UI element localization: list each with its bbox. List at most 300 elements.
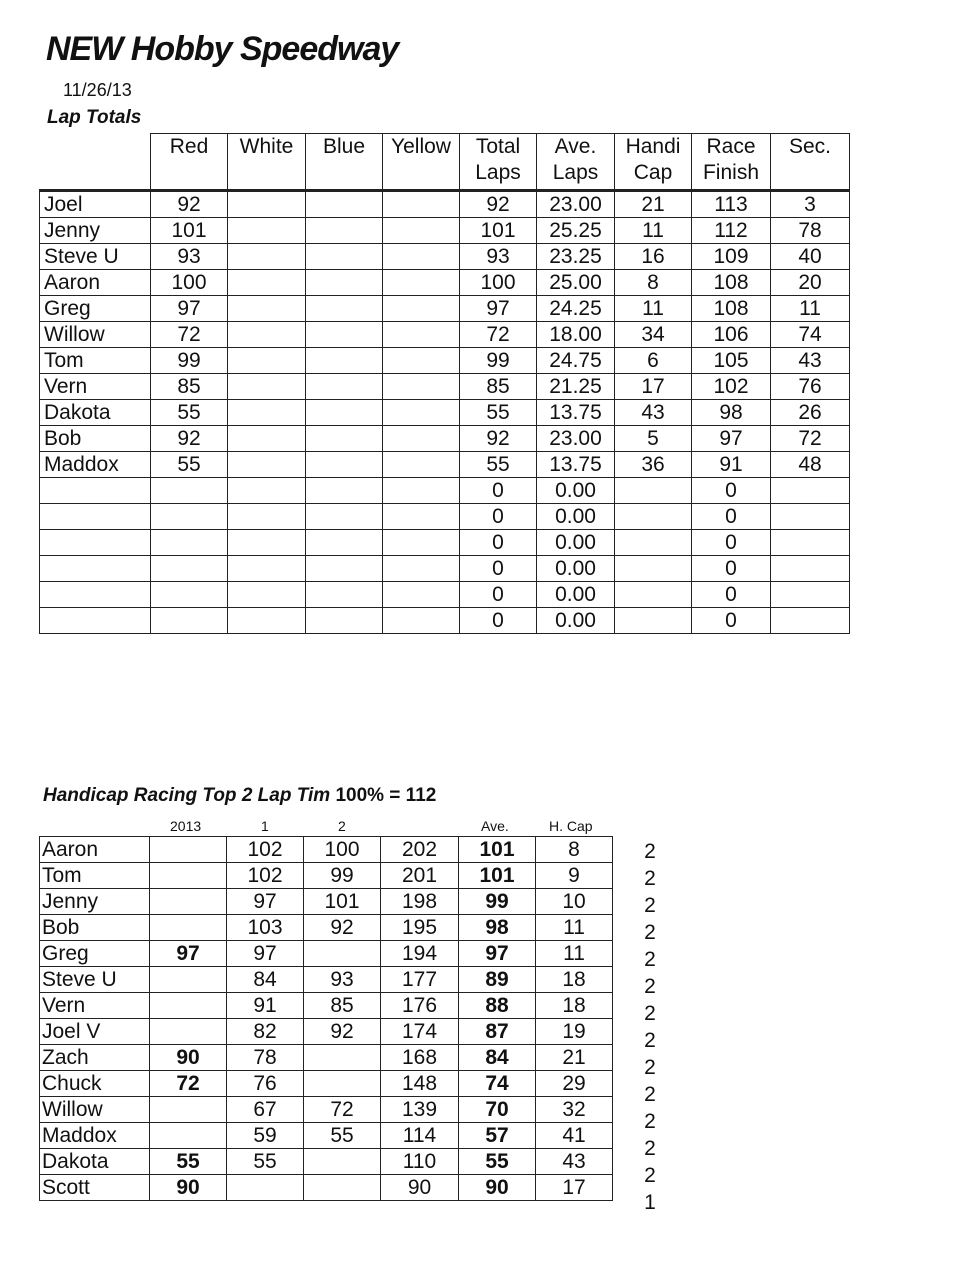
handicap-value-cell: 17: [536, 1175, 613, 1201]
lap-value-cell: 102: [692, 374, 771, 400]
handicap-driver-cell: Aaron: [40, 837, 150, 863]
lap-value-cell: 98: [692, 400, 771, 426]
lap-value-cell: 20: [771, 270, 850, 296]
lap-table-row: [40, 556, 850, 582]
lap-value-cell: 25.00: [537, 270, 615, 296]
handicap-value-cell: 102: [227, 837, 304, 863]
lap-header-red: Red: [151, 134, 228, 191]
lap-value-cell: 13.75: [537, 400, 615, 426]
lap-table-header-row: [40, 134, 850, 191]
lap-value-cell: 3: [771, 191, 850, 218]
lap-table-row: [40, 348, 850, 374]
lap-value-cell: [771, 608, 850, 634]
handicap-value-cell: 67: [227, 1097, 304, 1123]
handicap-count-value: 2: [644, 1083, 656, 1106]
driver-name-cell: Jenny: [40, 218, 151, 244]
page-title: NEW Hobby Speedway: [46, 30, 399, 68]
handicap-value-cell: 98: [459, 915, 536, 941]
handicap-table-row: [40, 1019, 613, 1045]
handicap-value-cell: 90: [459, 1175, 536, 1201]
lap-value-cell: [383, 270, 460, 296]
lap-value-cell: 101: [151, 218, 228, 244]
lap-value-cell: 112: [692, 218, 771, 244]
lap-table-row: [40, 530, 850, 556]
driver-name-cell: Maddox: [40, 452, 151, 478]
driver-name-cell: Aaron: [40, 270, 151, 296]
handicap-value-cell: 18: [536, 967, 613, 993]
lap-table-row: [40, 191, 850, 218]
handicap-percent-label: 100% = 112: [335, 785, 437, 806]
lap-value-cell: [615, 504, 692, 530]
handicap-value-cell: [150, 993, 227, 1019]
lap-value-cell: 23.25: [537, 244, 615, 270]
lap-value-cell: 40: [771, 244, 850, 270]
handicap-value-cell: 19: [536, 1019, 613, 1045]
lap-value-cell: [383, 218, 460, 244]
handicap-value-cell: 72: [304, 1097, 381, 1123]
driver-name-cell: [40, 582, 151, 608]
handicap-driver-cell: Willow: [40, 1097, 150, 1123]
handicap-value-cell: 9: [536, 863, 613, 889]
lap-value-cell: 34: [615, 322, 692, 348]
lap-value-cell: [306, 322, 383, 348]
handicap-driver-cell: Chuck: [40, 1071, 150, 1097]
lap-value-cell: 26: [771, 400, 850, 426]
lap-value-cell: 11: [771, 296, 850, 322]
lap-value-cell: 97: [151, 296, 228, 322]
handicap-driver-cell: Zach: [40, 1045, 150, 1071]
lap-value-cell: 101: [460, 218, 537, 244]
lap-value-cell: 100: [151, 270, 228, 296]
handicap-value-cell: [150, 889, 227, 915]
handicap-table-row: [40, 1123, 613, 1149]
lap-value-cell: 16: [615, 244, 692, 270]
lap-value-cell: 76: [771, 374, 850, 400]
lap-value-cell: [615, 530, 692, 556]
handicap-value-cell: 55: [150, 1149, 227, 1175]
handicap-table-row: [40, 1097, 613, 1123]
lap-table-row: [40, 218, 850, 244]
lap-value-cell: [771, 504, 850, 530]
handicap-count-value: 2: [644, 921, 656, 944]
handicap-driver-cell: Greg: [40, 941, 150, 967]
lap-value-cell: [228, 191, 306, 218]
handicap-driver-cell: Dakota: [40, 1149, 150, 1175]
handicap-driver-cell: Bob: [40, 915, 150, 941]
handicap-value-cell: 100: [304, 837, 381, 863]
lap-value-cell: [383, 608, 460, 634]
lap-value-cell: [151, 608, 228, 634]
lap-value-cell: [228, 608, 306, 634]
lap-table-row: [40, 322, 850, 348]
handicap-value-cell: 99: [459, 889, 536, 915]
handicap-value-cell: 90: [381, 1175, 459, 1201]
lap-value-cell: 0: [692, 582, 771, 608]
hc-header-2013: 2013: [170, 818, 202, 834]
lap-value-cell: [228, 400, 306, 426]
handicap-value-cell: 202: [381, 837, 459, 863]
lap-value-cell: [151, 530, 228, 556]
handicap-table-row: [40, 1149, 613, 1175]
lap-value-cell: 55: [460, 400, 537, 426]
lap-value-cell: 21.25: [537, 374, 615, 400]
lap-value-cell: 0: [460, 504, 537, 530]
handicap-value-cell: 103: [227, 915, 304, 941]
handicap-value-cell: 114: [381, 1123, 459, 1149]
lap-value-cell: 85: [460, 374, 537, 400]
handicap-value-cell: 198: [381, 889, 459, 915]
lap-value-cell: [228, 296, 306, 322]
handicap-value-cell: 91: [227, 993, 304, 1019]
lap-value-cell: 24.75: [537, 348, 615, 374]
lap-header-blank: [40, 134, 151, 191]
lap-value-cell: 0: [460, 530, 537, 556]
lap-value-cell: [151, 478, 228, 504]
handicap-value-cell: 11: [536, 915, 613, 941]
lap-value-cell: 74: [771, 322, 850, 348]
handicap-count-value: 2: [644, 1137, 656, 1160]
lap-value-cell: [228, 530, 306, 556]
lap-value-cell: [383, 296, 460, 322]
handicap-driver-cell: Scott: [40, 1175, 150, 1201]
driver-name-cell: Bob: [40, 426, 151, 452]
driver-name-cell: Vern: [40, 374, 151, 400]
lap-value-cell: [228, 244, 306, 270]
handicap-value-cell: 82: [227, 1019, 304, 1045]
handicap-table-row: [40, 993, 613, 1019]
lap-table-row: [40, 296, 850, 322]
handicap-value-cell: 90: [150, 1045, 227, 1071]
lap-table-row: [40, 582, 850, 608]
handicap-value-cell: 41: [536, 1123, 613, 1149]
lap-value-cell: [771, 582, 850, 608]
lap-value-cell: 8: [615, 270, 692, 296]
lap-value-cell: 55: [151, 452, 228, 478]
lap-value-cell: [306, 296, 383, 322]
lap-value-cell: [615, 556, 692, 582]
driver-name-cell: Steve U: [40, 244, 151, 270]
lap-value-cell: 11: [615, 218, 692, 244]
handicap-value-cell: 8: [536, 837, 613, 863]
lap-value-cell: [771, 478, 850, 504]
handicap-value-cell: 101: [459, 837, 536, 863]
lap-value-cell: [228, 452, 306, 478]
lap-value-cell: 93: [460, 244, 537, 270]
lap-value-cell: [771, 530, 850, 556]
handicap-value-cell: 87: [459, 1019, 536, 1045]
handicap-value-cell: 97: [459, 941, 536, 967]
hc-header-ave: Ave.: [481, 818, 509, 834]
lap-header-yellow: Yellow: [383, 134, 460, 191]
lap-value-cell: 0: [460, 478, 537, 504]
lap-value-cell: [306, 270, 383, 296]
handicap-value-cell: 76: [227, 1071, 304, 1097]
lap-value-cell: [306, 374, 383, 400]
handicap-value-cell: 32: [536, 1097, 613, 1123]
handicap-table-row: [40, 863, 613, 889]
lap-value-cell: 23.00: [537, 191, 615, 218]
lap-value-cell: [383, 556, 460, 582]
handicap-table-row: [40, 915, 613, 941]
handicap-driver-cell: Maddox: [40, 1123, 150, 1149]
lap-value-cell: 6: [615, 348, 692, 374]
lap-value-cell: 72: [151, 322, 228, 348]
lap-value-cell: 13.75: [537, 452, 615, 478]
lap-value-cell: 97: [692, 426, 771, 452]
handicap-value-cell: [304, 941, 381, 967]
lap-table-row: [40, 270, 850, 296]
lap-value-cell: 0: [692, 608, 771, 634]
lap-table-row: [40, 478, 850, 504]
handicap-count-value: 2: [644, 1056, 656, 1079]
lap-value-cell: 105: [692, 348, 771, 374]
lap-value-cell: 0.00: [537, 556, 615, 582]
lap-value-cell: [306, 556, 383, 582]
lap-value-cell: [383, 452, 460, 478]
lap-value-cell: 97: [460, 296, 537, 322]
handicap-count-value: 1: [644, 1191, 656, 1214]
handicap-value-cell: 43: [536, 1149, 613, 1175]
lap-value-cell: [306, 608, 383, 634]
lap-value-cell: 106: [692, 322, 771, 348]
lap-value-cell: 25.25: [537, 218, 615, 244]
driver-name-cell: [40, 504, 151, 530]
lap-header-race-finish: Race Finish: [692, 134, 771, 191]
lap-value-cell: 24.25: [537, 296, 615, 322]
lap-value-cell: 0: [460, 582, 537, 608]
handicap-value-cell: [150, 863, 227, 889]
lap-value-cell: [306, 582, 383, 608]
lap-value-cell: 0: [460, 608, 537, 634]
lap-value-cell: [228, 582, 306, 608]
lap-value-cell: 0.00: [537, 608, 615, 634]
lap-value-cell: 91: [692, 452, 771, 478]
lap-value-cell: [615, 478, 692, 504]
handicap-value-cell: 99: [304, 863, 381, 889]
handicap-driver-cell: Tom: [40, 863, 150, 889]
lap-value-cell: [228, 348, 306, 374]
lap-value-cell: [383, 530, 460, 556]
driver-name-cell: Dakota: [40, 400, 151, 426]
lap-table-row: [40, 374, 850, 400]
handicap-value-cell: 177: [381, 967, 459, 993]
lap-table-row: [40, 452, 850, 478]
handicap-value-cell: 89: [459, 967, 536, 993]
handicap-count-value: 2: [644, 975, 656, 998]
lap-header-blue: Blue: [306, 134, 383, 191]
driver-name-cell: [40, 530, 151, 556]
lap-value-cell: [383, 426, 460, 452]
lap-value-cell: [228, 218, 306, 244]
handicap-value-cell: 174: [381, 1019, 459, 1045]
handicap-count-value: 2: [644, 894, 656, 917]
lap-value-cell: [383, 582, 460, 608]
lap-value-cell: 0.00: [537, 478, 615, 504]
handicap-value-cell: 78: [227, 1045, 304, 1071]
lap-value-cell: [771, 556, 850, 582]
handicap-driver-cell: Vern: [40, 993, 150, 1019]
handicap-value-cell: 11: [536, 941, 613, 967]
handicap-value-cell: 10: [536, 889, 613, 915]
lap-value-cell: 99: [151, 348, 228, 374]
lap-value-cell: 0: [692, 530, 771, 556]
handicap-value-cell: 90: [150, 1175, 227, 1201]
lap-value-cell: [228, 426, 306, 452]
lap-value-cell: 0: [460, 556, 537, 582]
lap-value-cell: 5: [615, 426, 692, 452]
lap-value-cell: 72: [460, 322, 537, 348]
lap-value-cell: 18.00: [537, 322, 615, 348]
lap-table-row: [40, 504, 850, 530]
lap-value-cell: 55: [151, 400, 228, 426]
lap-value-cell: 72: [771, 426, 850, 452]
lap-header-handicap: Handi Cap: [615, 134, 692, 191]
handicap-table-row: [40, 1071, 613, 1097]
handicap-value-cell: 102: [227, 863, 304, 889]
lap-table-row: [40, 400, 850, 426]
handicap-value-cell: 84: [227, 967, 304, 993]
handicap-table-row: [40, 1175, 613, 1201]
handicap-value-cell: 88: [459, 993, 536, 1019]
driver-name-cell: Tom: [40, 348, 151, 374]
lap-value-cell: [151, 582, 228, 608]
lap-value-cell: [383, 191, 460, 218]
lap-value-cell: 113: [692, 191, 771, 218]
lap-value-cell: 43: [771, 348, 850, 374]
handicap-value-cell: [150, 915, 227, 941]
lap-table-row: [40, 608, 850, 634]
handicap-value-cell: 97: [150, 941, 227, 967]
lap-value-cell: [383, 348, 460, 374]
driver-name-cell: Joel: [40, 191, 151, 218]
handicap-value-cell: 101: [459, 863, 536, 889]
handicap-count-value: 2: [644, 867, 656, 890]
lap-table-row: [40, 426, 850, 452]
hc-header-2: 2: [338, 818, 346, 834]
handicap-value-cell: 97: [227, 889, 304, 915]
lap-value-cell: [306, 452, 383, 478]
driver-name-cell: [40, 556, 151, 582]
lap-totals-table: [39, 133, 850, 634]
lap-value-cell: [383, 400, 460, 426]
driver-name-cell: [40, 478, 151, 504]
handicap-value-cell: 201: [381, 863, 459, 889]
driver-name-cell: Greg: [40, 296, 151, 322]
lap-value-cell: 11: [615, 296, 692, 322]
lap-value-cell: 0: [692, 504, 771, 530]
handicap-value-cell: 92: [304, 915, 381, 941]
lap-value-cell: [306, 348, 383, 374]
handicap-count-value: 2: [644, 840, 656, 863]
lap-header-total-laps: Total Laps: [460, 134, 537, 191]
handicap-value-cell: 18: [536, 993, 613, 1019]
lap-value-cell: [228, 322, 306, 348]
lap-value-cell: 109: [692, 244, 771, 270]
handicap-value-cell: 139: [381, 1097, 459, 1123]
handicap-value-cell: [150, 1097, 227, 1123]
handicap-value-cell: 55: [227, 1149, 304, 1175]
handicap-value-cell: 148: [381, 1071, 459, 1097]
lap-value-cell: 92: [460, 426, 537, 452]
lap-value-cell: 36: [615, 452, 692, 478]
handicap-driver-cell: Joel V: [40, 1019, 150, 1045]
handicap-value-cell: [304, 1045, 381, 1071]
lap-value-cell: [228, 374, 306, 400]
handicap-count-value: 2: [644, 1164, 656, 1187]
report-date: 11/26/13: [63, 80, 132, 100]
lap-value-cell: 17: [615, 374, 692, 400]
handicap-value-cell: 92: [304, 1019, 381, 1045]
lap-value-cell: 85: [151, 374, 228, 400]
handicap-value-cell: [150, 1123, 227, 1149]
lap-value-cell: 92: [151, 191, 228, 218]
handicap-value-cell: 70: [459, 1097, 536, 1123]
handicap-value-cell: [150, 837, 227, 863]
lap-value-cell: 0: [692, 478, 771, 504]
handicap-count-value: 2: [644, 948, 656, 971]
lap-value-cell: 0.00: [537, 582, 615, 608]
lap-value-cell: 48: [771, 452, 850, 478]
handicap-value-cell: [304, 1071, 381, 1097]
lap-value-cell: [228, 478, 306, 504]
lap-value-cell: [383, 374, 460, 400]
handicap-driver-cell: Steve U: [40, 967, 150, 993]
handicap-value-cell: 168: [381, 1045, 459, 1071]
handicap-table: [39, 836, 613, 1201]
handicap-value-cell: 101: [304, 889, 381, 915]
lap-value-cell: 108: [692, 270, 771, 296]
lap-value-cell: 108: [692, 296, 771, 322]
lap-value-cell: [306, 244, 383, 270]
lap-value-cell: 92: [460, 191, 537, 218]
lap-value-cell: [615, 582, 692, 608]
handicap-value-cell: 110: [381, 1149, 459, 1175]
handicap-value-cell: [304, 1149, 381, 1175]
lap-value-cell: [306, 400, 383, 426]
section-title-lap-totals: Lap Totals: [47, 107, 142, 128]
lap-value-cell: 0: [692, 556, 771, 582]
lap-value-cell: 93: [151, 244, 228, 270]
handicap-value-cell: 72: [150, 1071, 227, 1097]
handicap-value-cell: 84: [459, 1045, 536, 1071]
handicap-value-cell: 57: [459, 1123, 536, 1149]
driver-name-cell: Willow: [40, 322, 151, 348]
lap-value-cell: 23.00: [537, 426, 615, 452]
handicap-value-cell: 93: [304, 967, 381, 993]
lap-value-cell: [306, 504, 383, 530]
lap-value-cell: [151, 556, 228, 582]
lap-value-cell: [383, 478, 460, 504]
lap-value-cell: [151, 504, 228, 530]
handicap-value-cell: 176: [381, 993, 459, 1019]
handicap-value-cell: 97: [227, 941, 304, 967]
lap-value-cell: [615, 608, 692, 634]
lap-header-white: White: [228, 134, 306, 191]
lap-value-cell: 92: [151, 426, 228, 452]
handicap-table-row: [40, 1045, 613, 1071]
hc-header-hcap: H. Cap: [549, 818, 593, 834]
driver-name-cell: [40, 608, 151, 634]
lap-value-cell: 99: [460, 348, 537, 374]
lap-value-cell: 78: [771, 218, 850, 244]
handicap-driver-cell: Jenny: [40, 889, 150, 915]
handicap-value-cell: [150, 967, 227, 993]
handicap-count-value: 2: [644, 1029, 656, 1052]
lap-value-cell: 0.00: [537, 530, 615, 556]
lap-value-cell: [306, 191, 383, 218]
lap-value-cell: [383, 504, 460, 530]
hc-header-1: 1: [261, 818, 269, 834]
